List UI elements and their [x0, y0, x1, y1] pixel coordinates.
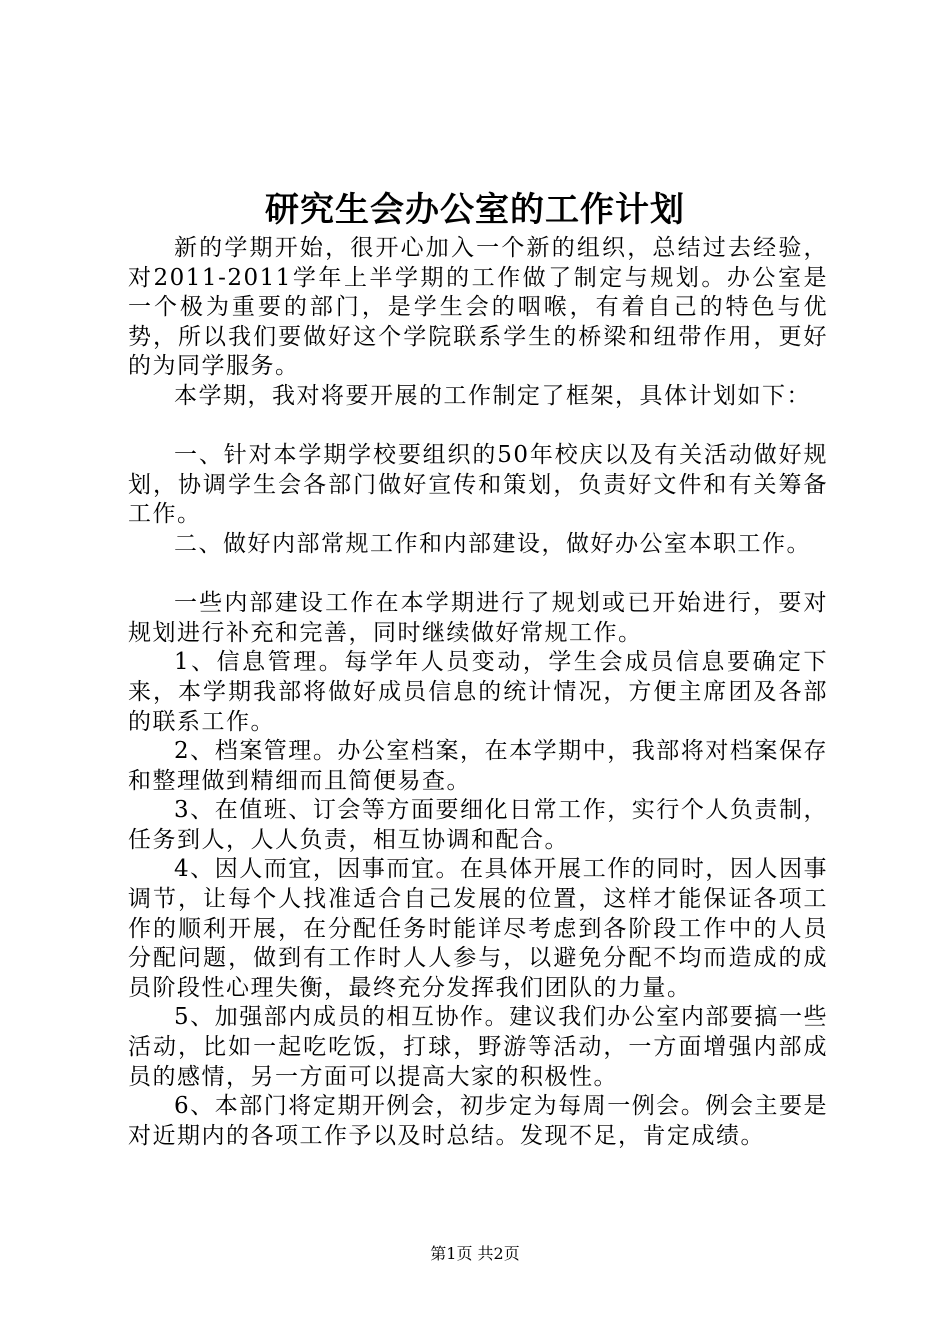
paragraph-person-fit: 4、因人而宜，因事而宜。在具体开展工作的同时，因人因事调节，让每个人找准适合自己发展的位置，这样才能保证各项工作的顺利开展，在分配任务时能详尽考虑到各阶段工作中的人员分配问题，做到有工作时人人参与，以避免分配不均而造成的成员阶段性心理失衡，最终充分发挥我们团队的力量。 — [128, 856, 828, 1001]
paragraph-info-management: 1、信息管理。每学年人员变动，学生会成员信息要确定下来，本学期我部将做好成员信息的统计情况，方便主席团及各部的联系工作。 — [128, 649, 828, 735]
document-title: 研究生会办公室的工作计划 — [265, 190, 685, 230]
paragraph-duty-meetings: 3、在值班、订会等方面要细化日常工作，实行个人负责制，任务到人，人人负责，相互协调和配合。 — [128, 797, 828, 853]
paragraph-teamwork: 5、加强部内成员的相互协作。建议我们办公室内部要搞一些活动，比如一起吃吃饭，打球，野游等活动，一方面增强内部成员的感情，另一方面可以提高大家的积极性。 — [128, 1004, 828, 1090]
paragraph-item-one: 一、针对本学期学校要组织的50年校庆以及有关活动做好规划，协调学生会各部门做好宣传和策划，负责好文件和有关筹备工作。 — [128, 442, 828, 528]
paragraph-item-two: 二、做好内部常规工作和内部建设，做好办公室本职工作。 — [174, 530, 811, 557]
paragraph-regular-meetings: 6、本部门将定期开例会，初步定为每周一例会。例会主要是对近期内的各项工作予以及时总结。发现不足，肯定成绩。 — [128, 1093, 828, 1149]
document-body — [128, 234, 828, 1151]
paragraph-internal-construction: 一些内部建设工作在本学期进行了规划或已开始进行，要对规划进行补充和完善，同时继续做好常规工作。 — [128, 590, 828, 646]
paragraph-archive-management: 2、档案管理。办公室档案，在本学期中，我部将对档案保存和整理做到精细而且简便易查。 — [128, 738, 828, 794]
page-footer: 第1页 共2页 — [430, 1244, 520, 1263]
paragraph-intro: 新的学期开始，很开心加入一个新的组织，总结过去经验，对2011-2011学年上半学期的工作做了制定与规划。办公室是一个极为重要的部门，是学生会的咽喉，有着自己的特色与优势，所以我们要做好这个学院联系学生的桥梁和纽带作用，更好的为同学服务。 — [128, 235, 828, 380]
paragraph-plan-lead: 本学期，我对将要开展的工作制定了框架，具体计划如下： — [174, 382, 811, 409]
